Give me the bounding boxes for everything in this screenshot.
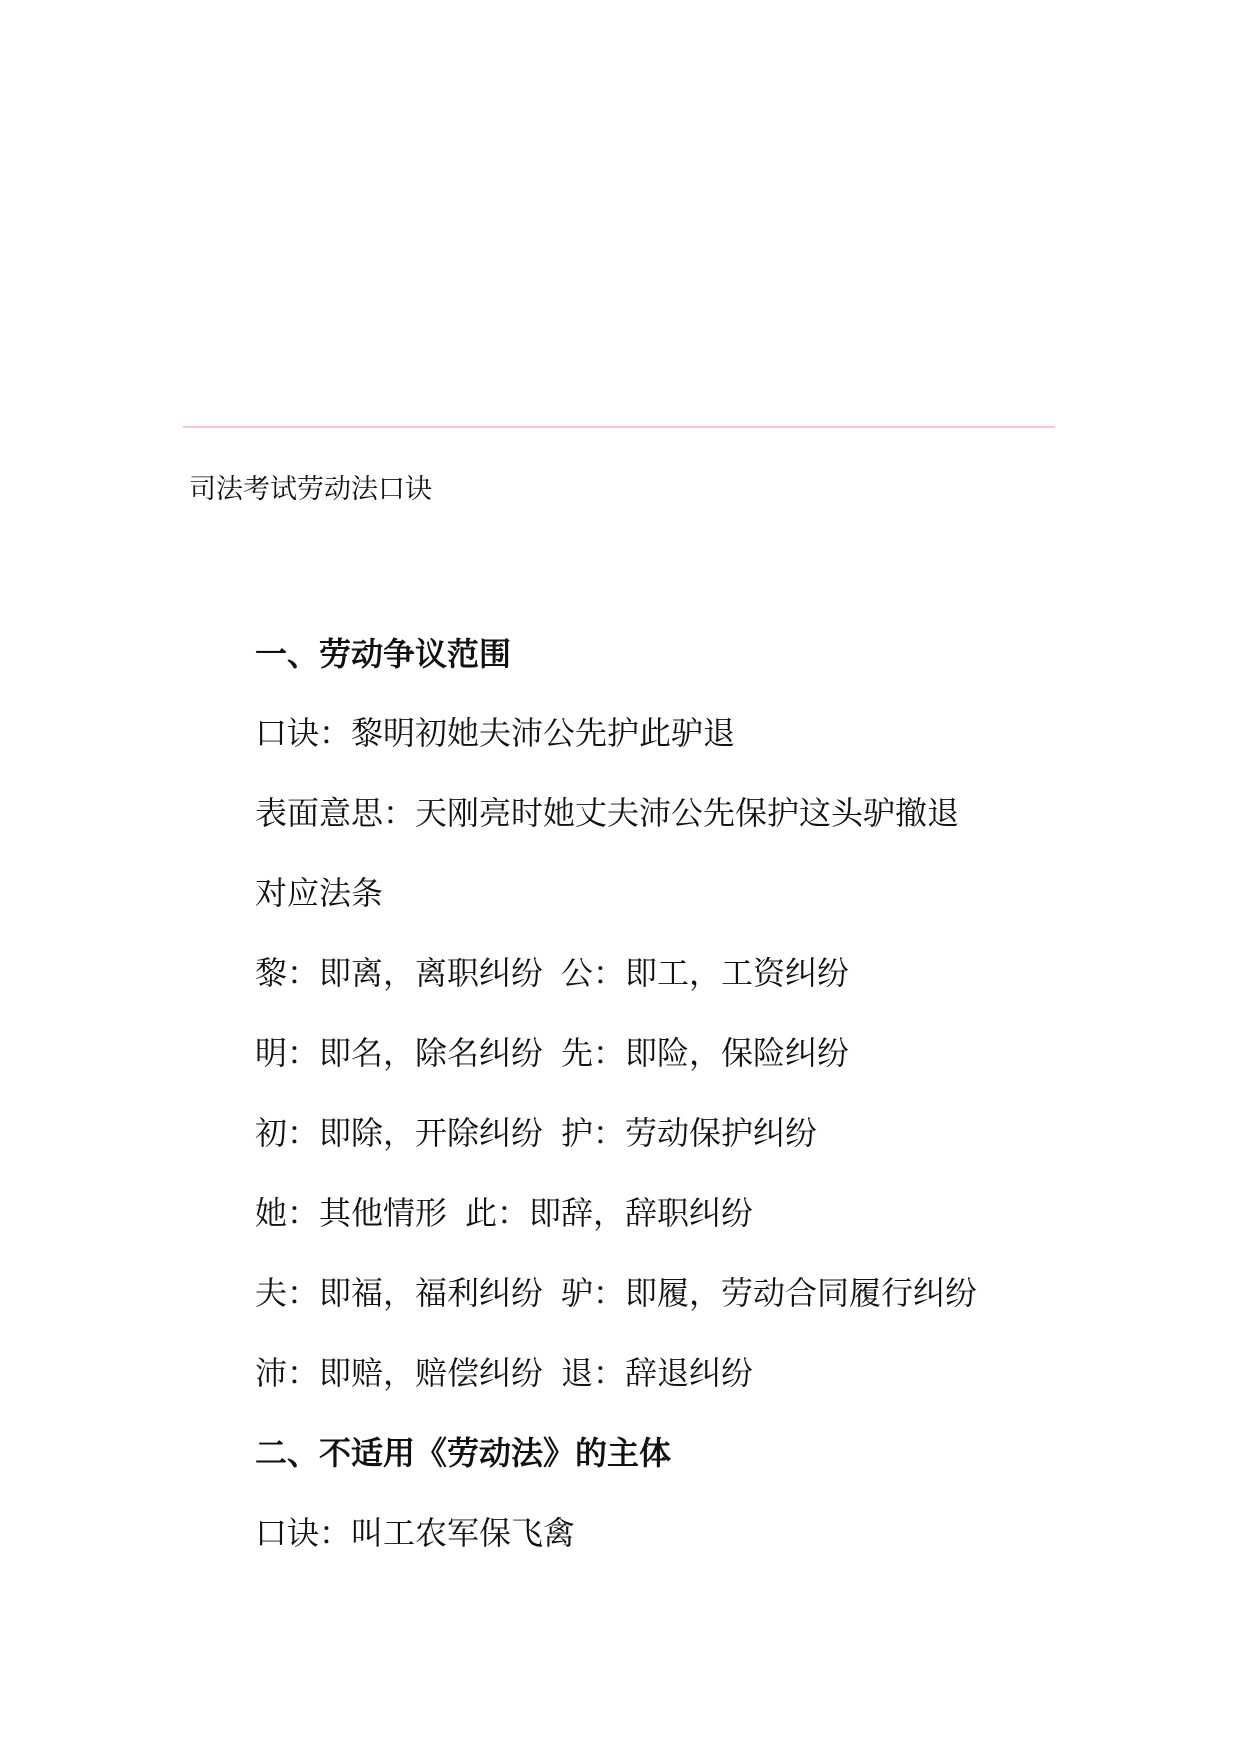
article-entry: 退：辞退纠纷 — [561, 1354, 754, 1392]
article-pair-row — [255, 951, 849, 995]
article-pair-row — [255, 1031, 849, 1075]
article-entry: 明：即名，除名纠纷 — [255, 1034, 544, 1072]
section-1-heading: 一、劳动争议范围 — [255, 635, 512, 673]
article-entry: 公：即工，工资纠纷 — [561, 954, 850, 992]
article-pair-row — [255, 1191, 753, 1235]
article-entry: 护：劳动保护纠纷 — [561, 1114, 818, 1152]
article-entry: 先：即险，保险纠纷 — [561, 1034, 850, 1072]
section-2-mnemonic: 口诀：叫工农军保飞禽 — [255, 1514, 576, 1552]
article-entry: 此：即辞，辞职纠纷 — [465, 1194, 754, 1232]
article-pair-row — [255, 1271, 977, 1315]
article-entry: 她：其他情形 — [255, 1194, 448, 1232]
article-entry: 夫：即福，福利纠纷 — [255, 1274, 544, 1312]
section-1-mnemonic: 口诀：黎明初她夫沛公先护此驴退 — [255, 714, 736, 752]
section-1-articles-label: 对应法条 — [255, 874, 384, 912]
article-entry: 黎：即离，离职纠纷 — [255, 954, 544, 992]
article-entry: 沛：即赔，赔偿纠纷 — [255, 1354, 544, 1392]
article-entry: 初：即除，开除纠纷 — [255, 1114, 544, 1152]
article-pair-row — [255, 1351, 753, 1395]
document-title: 司法考试劳动法口诀 — [189, 474, 432, 505]
article-pair-row — [255, 1111, 817, 1155]
header-divider — [183, 426, 1055, 428]
section-2-heading: 二、不适用《劳动法》的主体 — [255, 1434, 672, 1472]
section-1-surface-meaning: 表面意思：天刚亮时她丈夫沛公先保护这头驴撤退 — [255, 794, 960, 832]
article-entry: 驴：即履，劳动合同履行纠纷 — [561, 1274, 978, 1312]
